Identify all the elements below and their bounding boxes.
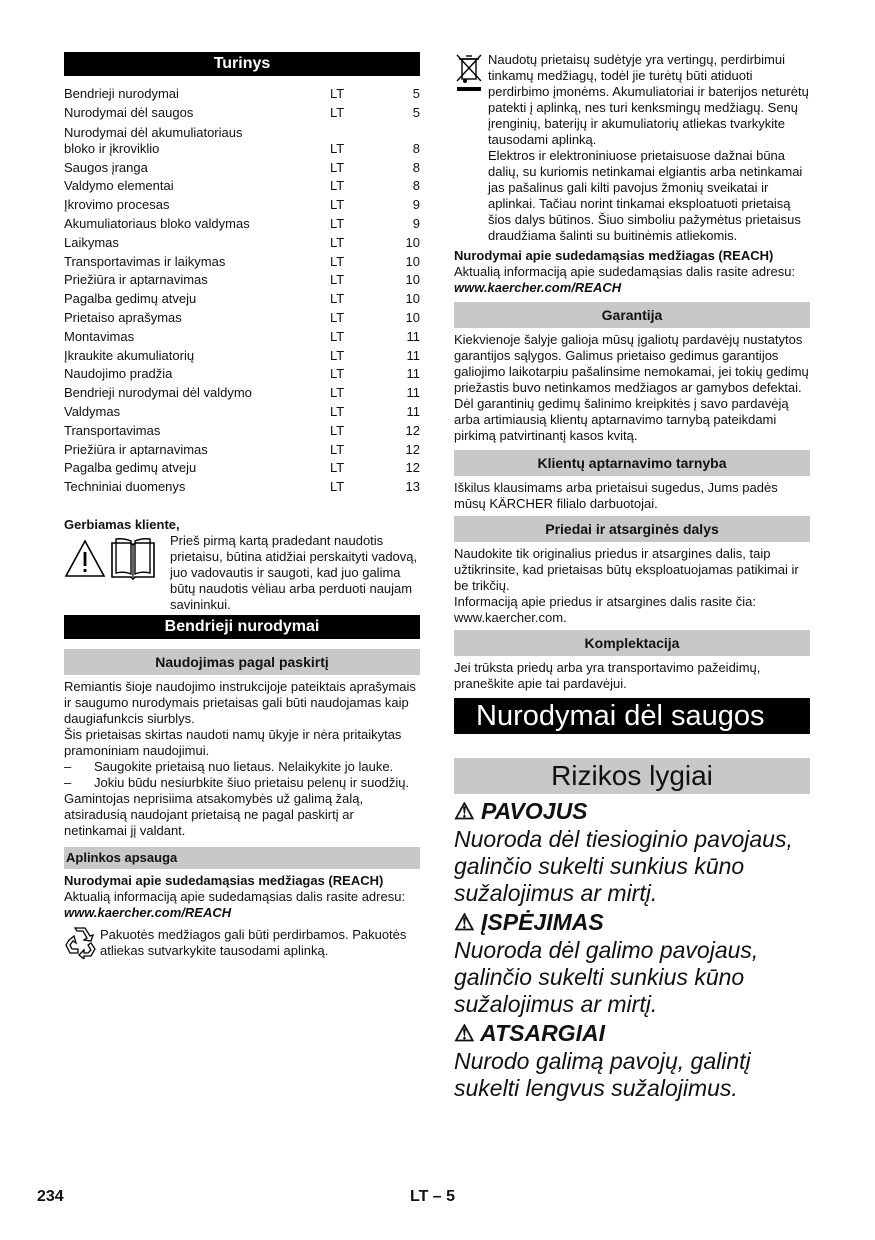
reach-heading: Nurodymai apie sudedamąsias medžiagas (REACH) <box>64 872 384 888</box>
warning-triangle-icon: ⚠ <box>454 798 475 824</box>
danger-text: Nuoroda dėl tiesioginio pavojaus, galinčio sukelti sunkius kūno sužalojimus ar mirtį. <box>454 826 793 906</box>
toc-entry-title: Saugos įranga <box>64 159 148 175</box>
environment-title: Aplinkos apsauga <box>64 847 420 869</box>
toc-entry-title: Valdymo elementai <box>64 178 174 194</box>
section-general-title: Bendrieji nurodymai <box>64 615 420 639</box>
toc-entry-page: 11 <box>406 366 420 382</box>
toc-row[interactable] <box>64 328 420 347</box>
greeting-heading: Gerbiamas kliente, <box>64 516 180 532</box>
toc-entry-title: Pagalba gedimų atveju <box>64 291 197 307</box>
page-number: 234 <box>37 1188 64 1205</box>
toc-entry-title: Įkraukite akumuliatorių <box>64 347 195 363</box>
toc-entry-title: Priežiūra ir aptarnavimas <box>64 272 208 288</box>
toc-entry-title: Transportavimas ir laikymas <box>64 253 226 269</box>
toc-entry-page: 13 <box>405 479 420 495</box>
toc-entry-page: 12 <box>405 441 420 457</box>
toc-row[interactable] <box>64 403 420 422</box>
toc-row[interactable] <box>64 290 420 309</box>
weee-text-2: Elektros ir elektroniniuose prietaisuose dažnai būna dalių, su kuriomis netinkamai elgiantis arba netinkamai jas pašalinus gali kilti pavojus žmonių sveikatai ir aplinkai. Tačiau norint tinkamai eksploatuoti prietaisą šios dalys būtinos. Šiuo simboliu pažymėtus prietaisus draudžiama šalinti su buitinėmis atliekomis. <box>488 148 803 243</box>
toc-row[interactable] <box>64 271 420 290</box>
toc-entry-lang: LT <box>330 140 345 156</box>
toc-entry-lang: LT <box>330 159 345 175</box>
toc-entry-title: Įkrovimo procesas <box>64 197 170 213</box>
toc-entry-title: Bendrieji nurodymai <box>64 86 179 101</box>
toc-entry-title: Nurodymai dėl akumuliatoriaus bloko ir įkroviklio <box>64 124 243 156</box>
reach-text: Aktualią informaciją apie sudedamąsias dalis rasite adresu: <box>64 888 406 904</box>
manual-book-icon <box>110 537 170 613</box>
toc-entry-lang: LT <box>330 422 345 438</box>
toc-entry-title: Montavimas <box>64 328 135 344</box>
toc-entry-lang: LT <box>330 403 345 419</box>
toc-entry-title: Valdymas <box>64 403 121 419</box>
greeting-block <box>64 533 420 613</box>
reach-url-link-right[interactable]: www.kaercher.com/REACH <box>454 280 622 295</box>
warning-triangle-icon: ⚠ <box>454 1020 475 1046</box>
toc-entry-lang: LT <box>330 86 345 101</box>
service-title: Klientų aptarnavimo tarnyba <box>454 450 810 476</box>
warning-text: Nuoroda dėl galimo pavojaus, galinčio sukelti sunkius kūno sužalojimus ar mirtį. <box>454 937 759 1017</box>
toc-row[interactable] <box>64 125 420 157</box>
toc-entry-lang: LT <box>330 479 345 495</box>
usage-title: Naudojimas pagal paskirtį <box>64 649 420 675</box>
toc-row[interactable] <box>64 196 420 215</box>
toc-entry-lang: LT <box>330 385 345 401</box>
warning-label <box>454 907 810 937</box>
bullet-dash: – <box>64 774 72 790</box>
toc-entry-lang: LT <box>330 347 345 363</box>
toc-entry-page: 9 <box>412 215 420 231</box>
toc-entry-page: 8 <box>412 159 420 175</box>
toc-entry-page: 11 <box>406 328 420 344</box>
toc-row[interactable] <box>64 104 420 123</box>
recycling-icon <box>64 927 100 963</box>
toc-entry-lang: LT <box>330 272 345 288</box>
danger-label-text: PAVOJUS <box>481 798 588 824</box>
caution-label <box>454 1018 810 1048</box>
toc-entry-title: Bendrieji nurodymai dėl valdymo <box>64 385 252 401</box>
toc-entry-lang: LT <box>330 309 345 325</box>
toc-title: Turinys <box>64 52 420 76</box>
warning-label-text: ĮSPĖJIMAS <box>481 909 604 935</box>
risk-level-danger <box>454 796 810 907</box>
toc-row[interactable] <box>64 85 420 104</box>
toc-entry-title: Priežiūra ir aptarnavimas <box>64 441 208 457</box>
toc-entry-title: Transportavimas <box>64 422 161 438</box>
toc-entry-lang: LT <box>330 178 345 194</box>
toc-entry-page: 11 <box>406 385 420 401</box>
list-item <box>64 759 420 775</box>
bullet-dash: – <box>64 758 72 774</box>
toc-entry-page: 10 <box>405 309 420 325</box>
warning-triangle-icon: ⚠ <box>454 909 475 935</box>
toc-entry-page: 12 <box>405 422 420 438</box>
toc-entry-lang: LT <box>330 460 345 476</box>
service-text: Iškilus klausimams arba prietaisui sugedus, Jums padės mūsų KÄRCHER filialo darbuotojai. <box>454 480 778 511</box>
toc-entry-title: Prietaiso aprašymas <box>64 309 182 325</box>
toc-entry-lang: LT <box>330 197 345 213</box>
kit-title: Komplektacija <box>454 630 810 656</box>
kit-text: Jei trūksta priedų arba yra transportavimo pažeidimų, praneškite apie tai pardavėjui. <box>454 660 761 691</box>
packaging-text: Pakuotės medžiagos gali būti perdirbamos. Pakuotės atliekas sutvarkykite tausodami aplinką. <box>100 926 407 958</box>
toc-entry-title: Laikymas <box>64 234 119 250</box>
toc-row[interactable] <box>64 441 420 460</box>
toc-row[interactable] <box>64 478 420 497</box>
reach-url-link[interactable]: www.kaercher.com/REACH <box>64 904 232 920</box>
toc-entry-lang: LT <box>330 215 345 231</box>
toc-row[interactable] <box>64 215 420 234</box>
usage-paragraph-1: Remiantis šioje naudojimo instrukcijoje pateiktais aprašymais ir saugumo nurodymais prietaisas gali būti naudojamas kaip daugiafunkcis siurblys. <box>64 678 416 726</box>
toc-entry-page: 9 <box>412 197 420 213</box>
risk-level-caution <box>454 1018 810 1102</box>
toc-entry-page: 5 <box>412 104 420 120</box>
reach-text-right: Aktualią informaciją apie sudedamąsias dalis rasite adresu: <box>454 264 796 279</box>
packaging-block <box>64 927 420 963</box>
toc-entry-lang: LT <box>330 328 345 344</box>
toc-entry-page: 8 <box>412 140 420 156</box>
toc-row[interactable] <box>64 159 420 178</box>
crossed-bin-icon <box>454 52 488 244</box>
right-column <box>454 52 810 1102</box>
toc-entry-page: 10 <box>405 234 420 250</box>
toc-entry-page: 5 <box>412 86 420 101</box>
toc-row[interactable] <box>64 347 420 366</box>
toc-entry-page: 11 <box>406 347 420 363</box>
reach-heading-right: Nurodymai apie sudedamąsias medžiagas (REACH) <box>454 248 774 263</box>
toc-entry-title: Pagalba gedimų atveju <box>64 460 197 476</box>
toc-row[interactable] <box>64 459 420 478</box>
left-column <box>64 52 420 963</box>
toc-entry-title: Nurodymai dėl saugos <box>64 104 194 120</box>
toc-row[interactable] <box>64 309 420 328</box>
toc-entry-lang: LT <box>330 234 345 250</box>
weee-block <box>454 52 810 244</box>
toc-row[interactable] <box>64 177 420 196</box>
toc-entry-title: Techniniai duomenys <box>64 479 186 495</box>
usage-paragraph-3: Gamintojas neprisiima atsakomybės už galimą žalą, atsiradusią naudojant prietaisą ne pagal paskirtį ar netinkamai jį valdant. <box>64 790 364 838</box>
safety-title: Nurodymai dėl saugos <box>454 698 810 734</box>
list-item <box>64 775 420 791</box>
toc-row[interactable] <box>64 365 420 384</box>
toc-entry-lang: LT <box>330 441 345 457</box>
parts-text-2: Informaciją apie priedus ir atsargines dalis rasite čia: www.kaercher.com. <box>454 594 757 625</box>
warning-triangle-icon <box>64 539 110 613</box>
toc-entry-lang: LT <box>330 366 345 382</box>
greeting-text: Prieš pirmą kartą pradedant naudotis prietaisu, būtina atidžiai perskaityti vadovą, juo vadovautis ir saugoti, kad juo galima būtų naudotis vėliau arba perduoti naujam savininkui. <box>170 532 418 612</box>
toc-entry-page: 12 <box>405 460 420 476</box>
toc-row[interactable] <box>64 422 420 441</box>
risk-levels-title: Rizikos lygiai <box>454 758 810 794</box>
toc-row[interactable] <box>64 234 420 253</box>
caution-text: Nurodo galimą pavojų, galintį sukelti lengvus sužalojimus. <box>454 1048 751 1101</box>
toc-entry-title: Akumuliatoriaus bloko valdymas <box>64 215 250 231</box>
parts-text-1: Naudokite tik originalius priedus ir atsargines dalis, taip užtikrinsite, kad prietaisas būtų eksploatuojamas patikimai ir be trikčių. <box>454 546 799 593</box>
toc-row[interactable] <box>64 384 420 403</box>
toc-row[interactable] <box>64 253 420 272</box>
section-page-label: LT – 5 <box>410 1188 456 1205</box>
toc-entry-page: 10 <box>405 291 420 307</box>
risk-level-warning <box>454 907 810 1018</box>
list-item-text: Jokiu būdu nesiurbkite šiuo prietaisu pelenų ir suodžių. <box>94 774 410 790</box>
weee-text: Naudotų prietaisų sudėtyje yra vertingų, perdirbimui tinkamų medžiagų, todėl jie turėtų būti atiduoti perdirbimo įmonėms. Akumuliatoriai ir baterijos neturėtų patekti į aplinką, nes turi kenksmingų medžiagų. Senų įrenginių, baterijų ir akumuliatorių atliekas tvarkykite tausodami aplinką. <box>488 52 809 147</box>
danger-label <box>454 796 810 826</box>
toc-entry-page: 8 <box>412 178 420 194</box>
toc-entry-page: 10 <box>405 272 420 288</box>
caution-label-text: ATSARGIAI <box>480 1020 605 1046</box>
toc-entry-page: 11 <box>406 403 420 419</box>
toc-entry-page: 10 <box>405 253 420 269</box>
warranty-title: Garantija <box>454 302 810 328</box>
toc-entry-lang: LT <box>330 104 345 120</box>
parts-title: Priedai ir atsarginės dalys <box>454 516 810 542</box>
usage-paragraph-2: Šis prietaisas skirtas naudoti namų ūkyje ir nėra pritaikytas pramoniniam naudojimui. <box>64 726 402 758</box>
toc-entry-title: Naudojimo pradžia <box>64 366 173 382</box>
toc-entry-lang: LT <box>330 291 345 307</box>
warranty-text: Kiekvienoje šalyje galioja mūsų įgaliotų pardavėjų nustatytos garantijos sąlygos. Galimus prietaiso gedimus garantijos galiojimo laikotarpiu pašalinsime nemokamai, jei tokių gedimų priežastis buvo netinkamos medžiagos ar gamybos defektai. Dėl garantinių gedimų šalinimo kreipkitės į savo pardavėją arba artimiausią klientų aptarnavimo tarnybą pateikdami pirkimą patvirtinantį kasos kvitą. <box>454 332 809 443</box>
list-item-text: Saugokite prietaisą nuo lietaus. Nelaikykite jo lauke. <box>94 758 394 774</box>
toc-entry-lang: LT <box>330 253 345 269</box>
table-of-contents <box>64 85 420 497</box>
